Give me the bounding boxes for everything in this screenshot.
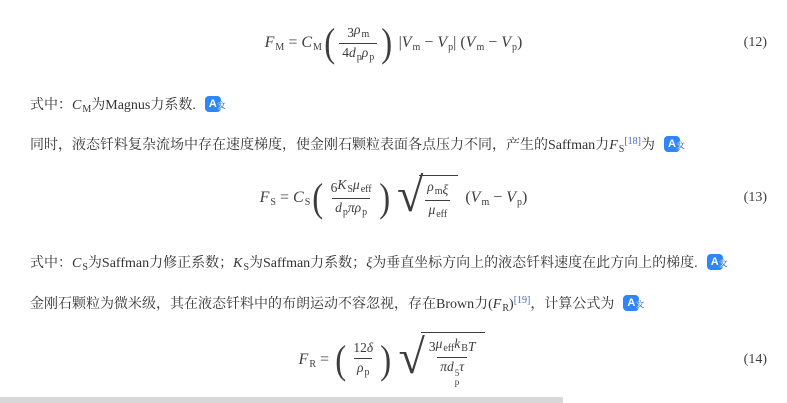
paragraph-line-1-text bbox=[30, 98, 196, 113]
paragraph-line-4 bbox=[30, 291, 645, 319]
math-token: $V_p$ bbox=[501, 33, 518, 53]
math-token: 为垂直坐标方向上的液态钎料速度在此方向上的梯度. bbox=[372, 256, 698, 271]
math-token: ) bbox=[522, 188, 528, 206]
math-token: ( bbox=[465, 188, 471, 206]
math-token: = bbox=[284, 33, 302, 51]
math-token bbox=[514, 297, 531, 312]
math-token: τ bbox=[459, 358, 465, 374]
translate-icon-letter: A bbox=[667, 138, 676, 150]
math-token: 式中： bbox=[30, 98, 72, 113]
math-token: $\rho_m$ bbox=[427, 179, 443, 197]
paragraph-line-3-text bbox=[30, 256, 698, 271]
math-token: | bbox=[398, 33, 402, 51]
math-token: $K_S$ bbox=[337, 177, 353, 195]
math-token: $F_R$ bbox=[492, 297, 510, 314]
eq13-fraction-denominator bbox=[332, 198, 370, 220]
translate-icon-letter: A bbox=[710, 256, 719, 268]
eq13-rhs bbox=[465, 189, 527, 208]
math-token: $\pi\rho_p$ bbox=[347, 199, 368, 218]
eq14-sqrt-fraction bbox=[426, 336, 479, 387]
math-token: 金刚石颗粒为微米级，其在液态钎料中的布朗运动不容忽视，存在Brown力( bbox=[30, 297, 493, 312]
math-token: 6 bbox=[330, 179, 338, 195]
right-paren: ) bbox=[381, 20, 393, 65]
math-token: πd 5 p bbox=[440, 358, 460, 388]
translate-icon-letter: A bbox=[627, 297, 636, 309]
math-token: $d_p$ bbox=[335, 199, 348, 218]
translate-icon-cjk: 文 bbox=[636, 300, 645, 309]
math-token: − bbox=[484, 33, 502, 51]
math-token: $V_m$ bbox=[465, 33, 485, 53]
eq14-sqrt-numerator bbox=[426, 336, 479, 357]
equation-number: (13) bbox=[743, 190, 767, 205]
eq12-fraction-numerator bbox=[344, 22, 372, 43]
math-token: δ bbox=[366, 340, 374, 356]
math-token: 为Saffman力系数； bbox=[249, 256, 367, 271]
translate-icon-cjk: 文 bbox=[676, 141, 685, 150]
eq14-fraction bbox=[350, 340, 376, 379]
math-token: $F_R$ bbox=[298, 350, 316, 370]
math-token: $K_S$ bbox=[233, 256, 249, 273]
math-token: 同时，液态钎料复杂流场中存在速度梯度，使金刚石颗粒表面各点压力不同，产生的Saffman力 bbox=[30, 138, 610, 153]
math-token: − bbox=[420, 33, 438, 51]
math-token: | ( bbox=[453, 33, 466, 51]
eq14-lhs bbox=[299, 351, 333, 370]
equation-14 bbox=[0, 326, 787, 394]
translate-icon[interactable] bbox=[623, 295, 645, 311]
math-token: − bbox=[489, 188, 507, 206]
math-token: = bbox=[316, 350, 334, 368]
equation-13-formula bbox=[259, 168, 528, 222]
math-token bbox=[624, 138, 641, 153]
equation-13 bbox=[0, 160, 787, 236]
math-token: $\mu_{eff}$ bbox=[428, 201, 448, 220]
eq14-radicand bbox=[421, 332, 486, 387]
eq13-fraction bbox=[328, 177, 375, 219]
paragraph-line-2-text bbox=[30, 138, 655, 153]
translate-icon[interactable] bbox=[707, 254, 728, 270]
eq12-fraction-denominator bbox=[339, 43, 377, 65]
math-token: $\rho_m$ bbox=[353, 22, 370, 40]
paragraph-line-3 bbox=[30, 254, 728, 278]
eq13-sqrt-numerator bbox=[424, 179, 451, 200]
eq13-lhs bbox=[260, 189, 311, 208]
math-token: 为Saffman力修正系数； bbox=[87, 256, 234, 271]
math-token: $C_M$ bbox=[301, 33, 322, 53]
math-token: 3 bbox=[347, 24, 354, 40]
eq13-sqrt-fraction bbox=[424, 179, 451, 221]
math-token: $F_M$ bbox=[264, 33, 285, 53]
left-paren: ( bbox=[324, 20, 336, 65]
left-paren: ( bbox=[335, 337, 347, 382]
equation-14-formula bbox=[299, 332, 489, 387]
math-token: 12 bbox=[353, 340, 367, 356]
translate-icon[interactable] bbox=[664, 136, 685, 152]
eq14-fraction-numerator bbox=[350, 340, 376, 358]
eq13-fraction-numerator bbox=[328, 177, 375, 198]
math-token: T bbox=[467, 338, 476, 354]
math-token: $\rho_p$ bbox=[361, 44, 375, 63]
paragraph-line-2 bbox=[30, 132, 685, 160]
bottom-edge-bar bbox=[0, 397, 563, 403]
math-token: ，计算公式为 bbox=[530, 297, 615, 312]
eq12-fraction bbox=[339, 22, 377, 64]
math-token: 为Magnus力系数. bbox=[91, 98, 196, 113]
radical-sign: √ bbox=[396, 168, 424, 222]
math-token: 为 bbox=[640, 138, 655, 153]
citation-ref-link[interactable]: [18] bbox=[624, 136, 641, 147]
eq12-rhs bbox=[399, 34, 523, 53]
translate-icon-cjk: 文 bbox=[217, 101, 226, 110]
math-token: $F_S$ bbox=[609, 138, 625, 155]
equation-number: (12) bbox=[743, 35, 767, 50]
citation-ref-link[interactable]: [19] bbox=[513, 295, 531, 306]
radical-sign: √ bbox=[398, 330, 425, 384]
math-token: $V_p$ bbox=[437, 33, 454, 53]
left-paren: ( bbox=[312, 175, 324, 220]
eq14-fraction-denominator bbox=[354, 358, 372, 380]
eq14-sqrt-denominator bbox=[437, 357, 467, 388]
math-token: $\rho_p$ bbox=[357, 360, 370, 379]
math-token: $C_S$ bbox=[72, 256, 88, 273]
translate-icon[interactable] bbox=[205, 96, 226, 112]
equation-12-formula bbox=[265, 22, 523, 64]
eq13-radicand bbox=[419, 175, 458, 221]
eq13-sqrt-denominator bbox=[425, 200, 450, 222]
equation-12 bbox=[0, 8, 787, 78]
math-token: $V_m$ bbox=[470, 188, 490, 208]
math-token: ξ bbox=[366, 256, 373, 271]
math-token: 式中： bbox=[30, 256, 72, 271]
math-token: 3 bbox=[428, 338, 436, 354]
math-token: ξ bbox=[442, 181, 449, 197]
math-token: $V_p$ bbox=[506, 188, 523, 208]
right-paren: ) bbox=[378, 175, 390, 220]
math-token: ) bbox=[509, 297, 514, 312]
eq13-square-root bbox=[396, 168, 458, 222]
translate-icon-letter: A bbox=[208, 98, 217, 110]
translate-icon-cjk: 文 bbox=[719, 259, 728, 268]
math-token: $d_p$ bbox=[349, 44, 362, 63]
math-token: ) bbox=[517, 33, 523, 51]
equation-number: (14) bbox=[743, 352, 767, 367]
math-token: $\mu_{eff}$ bbox=[435, 336, 455, 355]
paragraph-line-4-text bbox=[30, 297, 614, 312]
math-token: 4 bbox=[342, 44, 349, 60]
math-token: $k_B$ bbox=[454, 336, 468, 355]
math-token: $C_S$ bbox=[293, 188, 311, 208]
right-paren: ) bbox=[380, 337, 392, 382]
paragraph-line-1 bbox=[30, 96, 226, 120]
math-token: $V_m$ bbox=[401, 33, 421, 53]
eq14-square-root bbox=[398, 332, 485, 387]
math-token: = bbox=[275, 188, 294, 206]
eq12-lhs bbox=[265, 34, 322, 53]
math-token: $C_M$ bbox=[72, 98, 92, 115]
math-token: $\mu_{eff}$ bbox=[352, 177, 372, 195]
math-token: $F_S$ bbox=[259, 188, 276, 208]
